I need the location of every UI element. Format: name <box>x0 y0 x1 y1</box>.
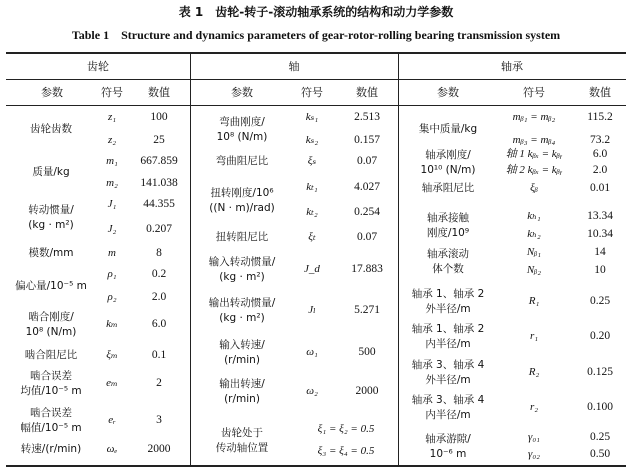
shaft-symbol: J_d <box>304 263 320 275</box>
shaft-symbol: kₛ₂ <box>305 134 319 146</box>
bearing-symbol: mᵦ₃ = mᵦ₄ <box>512 134 556 146</box>
shaft-symbol: kₜ₁ <box>306 181 318 193</box>
bearing-param-label: 轴承 3、轴承 4 <box>411 394 485 406</box>
shaft-symbol: Jₗ <box>308 304 316 316</box>
group-rule <box>6 79 626 80</box>
gear-param-label: 均值/10⁻⁵ m <box>20 385 82 397</box>
header-symbol-shaft: 符号 <box>301 86 323 99</box>
bearing-param-label: 轴承接触 <box>427 212 469 224</box>
shaft-param-label: 传动轴位置 <box>215 442 269 454</box>
shaft-symbol: ξ₃ = ξ₄ = 0.5 <box>317 445 375 457</box>
gear-symbol: ωₑ <box>106 443 118 455</box>
shaft-symbol: ω₂ <box>306 385 318 397</box>
bearing-symbol: R₂ <box>528 366 540 378</box>
shaft-param-label: ((N · m)/rad) <box>209 201 275 214</box>
gear-param-label: 10⁸ (N/m) <box>25 326 77 338</box>
bearing-param-label: 轴承刚度/ <box>425 149 471 161</box>
gear-value: 44.355 <box>143 198 175 210</box>
bearing-param-label: 10¹⁰ (N/m) <box>420 164 476 176</box>
bearing-param-label: 体个数 <box>432 263 464 275</box>
gear-symbol: eₘ <box>106 377 118 389</box>
gear-symbol: J₂ <box>107 223 117 235</box>
bearing-value: 0.50 <box>589 448 611 460</box>
shaft-value: 0.07 <box>356 231 378 243</box>
bearing-param-label: 轴承 1、轴承 2 <box>411 288 485 300</box>
gear-symbol: m₂ <box>106 177 118 189</box>
shaft-value: 4.027 <box>354 181 380 193</box>
gear-param-label: 转动惯量/ <box>28 203 74 216</box>
shaft-param-label: 齿轮处于 <box>221 427 263 439</box>
bearing-value: 14 <box>594 246 606 258</box>
gear-value: 2 <box>156 377 162 389</box>
bearing-symbol: kₕ₁ <box>527 210 541 222</box>
bearing-param-label: 内半径/m <box>425 338 471 350</box>
bearing-value: 2.0 <box>592 164 608 176</box>
shaft-symbol: ξₛ <box>307 155 317 167</box>
gear-symbol: m <box>108 247 116 259</box>
header-rule <box>6 105 626 106</box>
bearing-value: 13.34 <box>587 210 613 222</box>
gear-value: 0.2 <box>151 268 167 280</box>
header-symbol-gear: 符号 <box>101 86 123 99</box>
shaft-param-label: 弯曲刚度/ <box>219 115 265 128</box>
gear-value: 100 <box>150 111 168 123</box>
shaft-param-label: 输出转速/ <box>219 378 265 390</box>
shaft-param-label: 输出转动惯量/ <box>208 297 276 309</box>
bearing-symbol: R₁ <box>528 295 540 307</box>
bearing-value: 0.01 <box>589 182 611 194</box>
gear-value: 0.207 <box>146 223 172 235</box>
gear-value: 0.1 <box>151 349 167 361</box>
bearing-symbol: γ₀₂ <box>528 448 540 460</box>
gear-value: 25 <box>153 134 165 146</box>
bearing-value: 0.100 <box>587 401 613 413</box>
bottom-rule <box>6 465 626 467</box>
shaft-param-label: (r/min) <box>224 393 260 405</box>
bearing-symbol: 轴 2 kᵦₓ = kᵦᵧ <box>505 164 563 176</box>
gear-symbol: z₂ <box>107 134 117 146</box>
gear-symbol: m₁ <box>106 155 118 167</box>
header-value-shaft: 数值 <box>356 86 378 99</box>
shaft-value: 17.883 <box>351 263 383 275</box>
gear-value: 141.038 <box>140 177 178 189</box>
shaft-value: 2.513 <box>354 111 380 123</box>
shaft-value: 0.254 <box>354 206 380 218</box>
gear-param-label: 啮合刚度/ <box>28 311 74 323</box>
header-param-gear: 参数 <box>41 86 63 99</box>
bearing-param-label: 轴承 3、轴承 4 <box>411 359 485 371</box>
gear-value: 667.859 <box>140 155 178 167</box>
bearing-symbol: γ₀₁ <box>528 431 540 443</box>
header-param-shaft: 参数 <box>231 86 253 99</box>
column-divider-1 <box>190 53 191 465</box>
bearing-param-label: 轴承阻尼比 <box>421 182 475 194</box>
bearing-param-label: 内半径/m <box>425 409 471 421</box>
gear-symbol: J₁ <box>107 198 117 210</box>
gear-symbol: ρ₁ <box>107 268 117 280</box>
gear-param-label: 偏心量/10⁻⁵ m <box>15 279 87 292</box>
bearing-symbol: ξᵦ <box>530 182 538 194</box>
shaft-symbol: ξ₁ = ξ₂ = 0.5 <box>317 423 375 435</box>
bearing-symbol: mᵦ₁ = mᵦ₂ <box>512 111 556 123</box>
gear-symbol: z₁ <box>107 111 117 123</box>
bearing-param-label: 10⁻⁶ m <box>429 447 467 460</box>
gear-param-label: 质量/kg <box>32 166 70 178</box>
bearing-symbol: r₁ <box>529 330 539 342</box>
shaft-value: 0.157 <box>354 134 380 146</box>
group-gear: 齿轮 <box>87 60 109 73</box>
bearing-value: 73.2 <box>589 134 611 146</box>
shaft-symbol: kₜ₂ <box>306 206 318 218</box>
shaft-symbol: ω₁ <box>306 346 318 358</box>
table-caption-en: Table 1 Structure and dynamics parameters of gear-rotor-rolling bearing transmission system <box>71 28 561 42</box>
shaft-param-label: (r/min) <box>224 354 260 366</box>
column-divider-2 <box>398 53 399 465</box>
shaft-value: 500 <box>358 346 376 358</box>
group-bearing: 轴承 <box>501 60 523 73</box>
bearing-value: 0.25 <box>589 295 611 307</box>
gear-symbol: kₘ <box>106 318 118 330</box>
gear-param-label: 啮合阻尼比 <box>24 349 78 361</box>
bearing-param-label: 刚度/10⁹ <box>426 227 470 239</box>
bearing-symbol: 轴 1 kᵦₓ = kᵦᵧ <box>505 148 563 160</box>
bearing-param-label: 外半径/m <box>425 374 471 386</box>
gear-param-label: 幅值/10⁻⁵ m <box>20 422 82 434</box>
shaft-param-label: 弯曲阻尼比 <box>215 155 269 167</box>
gear-param-label: 转速/(r/min) <box>20 443 82 455</box>
bearing-value: 10.34 <box>587 228 613 240</box>
gear-param-label: 啮合误差 <box>30 407 72 419</box>
gear-param-label: 齿轮齿数 <box>30 122 72 135</box>
shaft-param-label: (kg · m²) <box>219 271 265 283</box>
bearing-value: 0.25 <box>589 431 611 443</box>
bearing-symbol: Nᵦ₂ <box>526 264 542 276</box>
shaft-symbol: ξₜ <box>308 231 316 243</box>
header-value-gear: 数值 <box>148 86 170 99</box>
bearing-param-label: 轴承 1、轴承 2 <box>411 323 485 335</box>
shaft-param-label: 输入转速/ <box>219 339 265 351</box>
shaft-param-label: 输入转动惯量/ <box>208 256 276 268</box>
bearing-value: 115.2 <box>587 111 613 123</box>
gear-symbol: ξₘ <box>106 349 118 361</box>
shaft-param-label: 扭转阻尼比 <box>215 231 269 243</box>
bearing-value: 0.20 <box>589 330 611 342</box>
bearing-value: 10 <box>594 264 606 276</box>
bearing-param-label: 外半径/m <box>425 303 471 315</box>
shaft-param-label: 10⁸ (N/m) <box>216 130 268 143</box>
shaft-symbol: kₛ₁ <box>305 111 319 123</box>
group-shaft: 轴 <box>288 60 300 73</box>
gear-param-label: 啮合误差 <box>30 370 72 382</box>
gear-symbol: ρ₂ <box>107 291 117 303</box>
shaft-param-label: (kg · m²) <box>219 312 265 324</box>
header-param-bearing: 参数 <box>437 86 459 99</box>
shaft-param-label: 扭转刚度/10⁶ <box>210 186 274 199</box>
top-rule <box>6 52 626 54</box>
bearing-symbol: r₂ <box>529 401 539 413</box>
bearing-param-label: 集中质量/kg <box>418 122 478 135</box>
gear-value: 8 <box>156 247 162 259</box>
bearing-param-label: 轴承游隙/ <box>425 432 471 445</box>
bearing-symbol: kₕ₂ <box>527 228 541 240</box>
bearing-value: 6.0 <box>592 148 608 160</box>
table-caption-cn: 表 1 齿轮-转子-滚动轴承系统的结构和动力学参数 <box>178 5 454 19</box>
shaft-value: 5.271 <box>354 304 380 316</box>
gear-value: 6.0 <box>151 318 167 330</box>
header-value-bearing: 数值 <box>589 86 611 99</box>
gear-symbol: eᵣ <box>108 414 116 426</box>
gear-value: 2000 <box>147 443 171 455</box>
bearing-symbol: Nᵦ₁ <box>526 246 542 258</box>
bearing-value: 0.125 <box>587 366 613 378</box>
bearing-param-label: 轴承滚动 <box>427 248 469 260</box>
gear-value: 3 <box>156 414 162 426</box>
gear-value: 2.0 <box>151 291 167 303</box>
shaft-value: 2000 <box>355 385 379 397</box>
shaft-value: 0.07 <box>356 155 378 167</box>
gear-param-label: 模数/mm <box>28 247 74 259</box>
header-symbol-bearing: 符号 <box>523 86 545 99</box>
gear-param-label: (kg · m²) <box>28 218 74 231</box>
